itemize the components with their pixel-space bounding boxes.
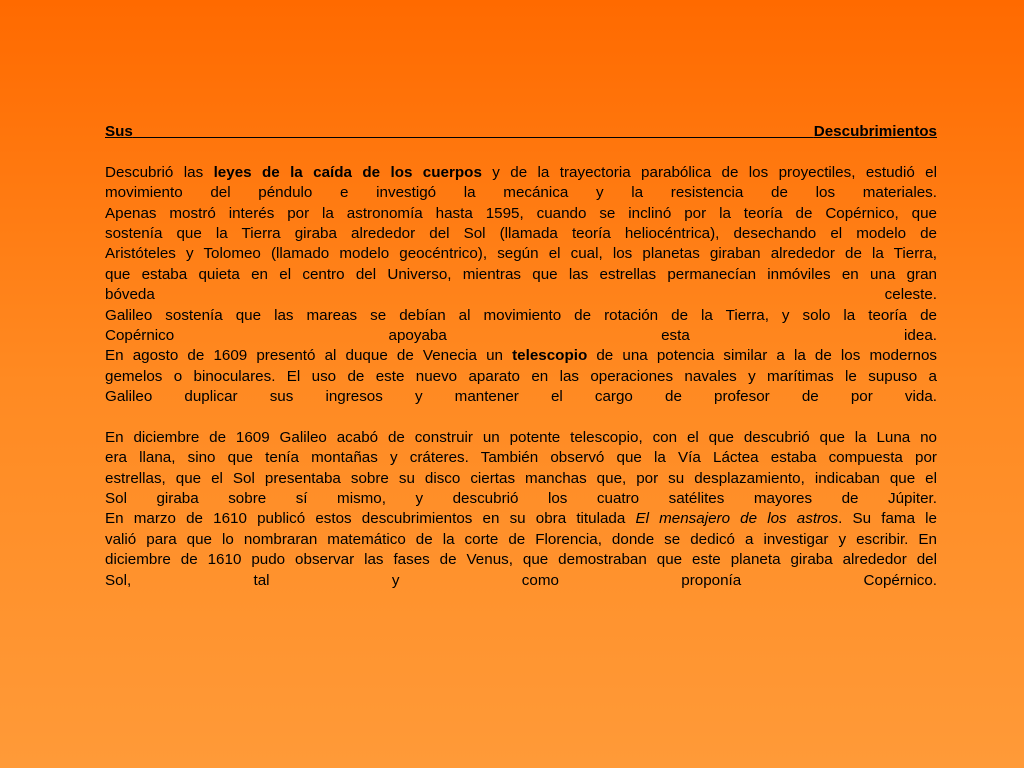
text-line: Aristóteles y Tolomeo (llamado modelo geocéntrico), según el cual, los planetas giraban alrededor de la Tierra, [105, 245, 937, 263]
text-line: Sol giraba sobre sí mismo, y descubrió los cuatro satélites mayores de Júpiter. [105, 490, 937, 508]
bold-word-telescopio: telescopio [512, 347, 588, 365]
text-run: En agosto de 1609 presentó al duque de Venecia un [105, 347, 513, 365]
slide-title [105, 122, 937, 142]
text-line: gemelos o binoculares. El uso de este nuevo aparato en las operaciones navales y marítimas le supuso a [105, 367, 937, 385]
italic-book-title: El mensajero de los astros [635, 510, 839, 528]
text-line: Galileo duplicar sus ingresos y mantener el cargo de profesor de por vida. [105, 388, 937, 406]
text-line: Copérnico apoyaba esta idea. [105, 326, 937, 344]
title-right: Descubrimientos [813, 123, 937, 140]
text-line: En diciembre de 1609 Galileo acabó de construir un potente telescopio, con el que descubrió que la Luna no [105, 428, 937, 446]
text-run: de una potencia similar a la de los modernos [587, 347, 937, 365]
text-line: Sol, tal y como proponía Copérnico. [105, 571, 937, 589]
slide-text-body [105, 122, 937, 591]
blank-line [105, 407, 937, 427]
text-line [105, 346, 937, 366]
text-line [105, 509, 937, 529]
text-run: . Su fama le [838, 510, 937, 528]
title-left: Sus [105, 123, 133, 140]
text-line [105, 163, 937, 183]
text-run: y de la trayectoria parabólica de los proyectiles, estudió el [481, 163, 937, 181]
text-run: Descubrió las [105, 163, 214, 181]
text-line: Galileo sostenía que las mareas se debían al movimiento de rotación de la Tierra, y solo la teoría de [105, 306, 937, 324]
text-line: sostenía que la Tierra giraba alrededor del Sol (llamada teoría heliocéntrica), desechando el modelo de [105, 224, 937, 242]
text-line: diciembre de 1610 pudo observar las fases de Venus, que demostraban que este planeta giraba alrededor del [105, 551, 937, 569]
text-line: movimiento del péndulo e investigó la mecánica y la resistencia de los materiales. [105, 184, 937, 202]
text-run: En marzo de 1610 publicó estos descubrimientos en su obra titulada [105, 510, 636, 528]
text-line: era llana, sino que tenía montañas y cráteres. También observó que la Vía Láctea estaba compuesta por [105, 449, 937, 467]
text-line: que estaba quieta en el centro del Universo, mientras que las estrellas permanecían inmóviles en una gran [105, 265, 937, 283]
text-line: valió para que lo nombraran matemático de la corte de Florencia, donde se dedicó a investigar y escribir. En [105, 530, 937, 548]
text-line: bóveda celeste. [105, 286, 937, 304]
bold-phrase-leyes: leyes de la caída de los cuerpos [213, 163, 482, 181]
blank-line [105, 142, 937, 162]
text-line: Apenas mostró interés por la astronomía hasta 1595, cuando se inclinó por la teoría de Copérnico, que [105, 204, 937, 222]
text-line: estrellas, que el Sol presentaba sobre su disco ciertas manchas que, por su desplazamiento, indicaban que el [105, 469, 937, 487]
